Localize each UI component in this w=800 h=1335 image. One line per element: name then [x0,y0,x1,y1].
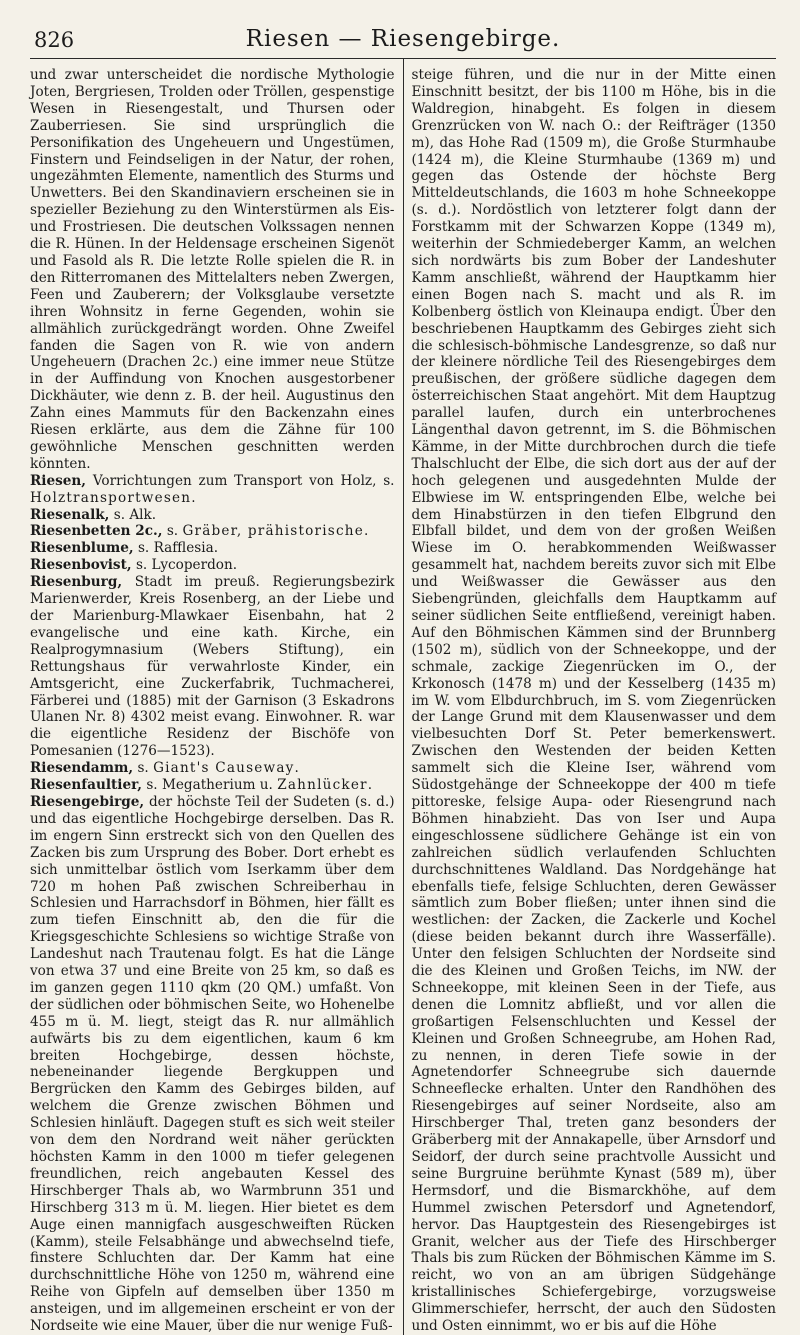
headword: Riesenblume, [30,540,134,557]
entry-text-end: . [294,760,299,777]
page-number: 826 [34,28,75,52]
text-columns [30,67,776,1335]
entry-text: Vorrichtungen zum Transport von Holz, s. [92,472,395,489]
continuation-paragraph: und zwar unterscheidet die nordische Mythologie Joten, Bergriesen, Trolden oder Tröllen, gespenstige Wesen in Riesengestalt, und Thursen oder Zauberriesen. Sie sind ursprünglich die Personifikation des Ungeheuern und Ungestümen, Finstern und Feindseligen in der Natur, der rohen, ungezähmten Elemente, namentlich des Sturms und Unwetters. Bei den Skandinaviern erscheinen sie in spezieller Beziehung zu den Winterstürmen als Eis- und Frostriesen. Die deutschen Volkssagen nennen die R. Hünen. In der Heldensage erscheinen Sigenöt und Fasold als R. Die letzte Rolle spielen die R. in den Ritterromanen des Mittelalters neben Zwergen, Feen und Zauberern; der Volksglaube versetzte ihren Wohnsitz in ferne Gegenden, wohin sie allmählich zurückgedrängt worden. Ohne Zweifel fanden die Sagen von R. wie von andern Ungeheuern (Drachen 2c.) eine immer neue Stütze in der Auffindung von Knochen ausgestorbener Dickhäuter, wie denn z. B. der heil. Augustinus den Zahn eines Mammuts für den Backenzahn eines Riesen erklärte, aus dem die Zähne für 100 gewöhnliche Menschen geschnitten werden könnten. [30,67,395,472]
headword: Riesendamm, [30,760,134,777]
entry-text-end: . [367,777,373,794]
entry-text-end: . [363,523,369,540]
cross-reference: Gräber, prähistorische [182,523,364,540]
entry-riesenalk [30,507,395,524]
entry-text: s. Rafflesia. [137,540,219,557]
headword: Riesenfaultier, [30,777,142,794]
entry-riesenblume [30,540,395,557]
entry-text-end: . [191,489,196,506]
entry-riesenbetten [30,523,395,540]
headword: Riesen, [30,472,87,489]
right-column [404,67,777,1335]
entry-text: s. [137,760,154,777]
entry-riesenfaultier [30,777,395,794]
left-column [30,67,403,1335]
entry-riesen [30,473,395,507]
headword: Riesenbovist, [30,557,132,574]
entry-riesenbovist [30,557,395,574]
entry-text: s. Alk. [113,506,157,523]
entry-text: s. Megatherium u. [146,777,278,794]
headword: Riesengebirge, [30,793,145,810]
cross-reference: Giant's Causeway [153,760,295,777]
cross-reference: Holztransportwesen [30,489,192,506]
entry-text: Stadt im preuß. Regierungsbezirk Marienwerder, Kreis Rosenberg, an der Liebe und der Marienburg-Mlawkaer Eisenbahn, hat 2 evangelische und eine kath. Kirche, ein Realprogymnasium (Webers Stiftung), ein Rettungshaus für verwahrloste Kinder, ein Amtsgericht, eine Zuckerfabrik, Tuchmacherei, Färberei und (1885) mit der Garnison (3 Eskadrons Ulanen Nr. 8) 4302 meist evang. Einwohner. R. war die eigentliche Residenz der Bischöfe von Pomesanien (1276—1523). [30,574,395,760]
headword: Riesenbetten 2c., [30,523,163,540]
entry-riesenburg [30,574,395,760]
right-column-text: steige führen, und die nur in der Mitte einen Einschnitt besitzt, der bis 1100 m Höhe, bis in die Waldregion, hinabgeht. Es folgen in diesem Grenzrücken von W. nach O.: der Reifträger (1350 m), das Hohe Rad (1509 m), die Große Sturmhaube (1424 m), die Kleine Sturmhaube (1369 m) und gegen das Ostende der höchste Berg Mitteldeutschlands, die 1603 m hohe Schneekoppe (s. d.). Nordöstlich von letzterer folgt dann der Forstkamm mit der Schwarzen Koppe (1349 m), weiterhin der Schmiedeberger Kamm, an welchen sich nordwärts bis zum Bober der Landeshuter Kamm anschließt, während der Hauptkamm hier einen Bogen nach S. macht und als R. im Kolbenberg östlich von Kleinaupa endigt. Über den beschriebenen Hauptkamm des Gebirges zieht sich die schlesisch-böhmische Landesgrenze, so daß nur der kleinere nördliche Teil des Riesengebirges dem preußischen, der größere südliche dagegen dem österreichischen Staat angehört. Mit dem Hauptzug parallel laufen, durch ein unterbrochenes Längenthal davon getrennt, im S. die Böhmischen Kämme, in der Mitte durchbrochen durch die tiefe Thalschlucht der Elbe, die sich dort aus der auf der hoch gelegenen und ausgedehnten Mulde der Elbwiese im W. entspringenden Elbe, welche bei dem Hinabstürzen in den tiefen Elbgrund den Elbfall bildet, und dem von der großen Weißen Wiese im O. herabkommenden Weißwasser gesammelt hat, nachdem bereits zuvor sich mit Elbe und Weißwasser die Gewässer aus den Siebengründen, gleichfalls dem Hauptkamm auf seiner südlichen Seite entfließend, vereinigt haben. Auf den Böhmischen Kämmen sind der Brunnberg (1502 m), südlich von der Schneekoppe, und der schmale, zackige Ziegenrücken im O., der Krkonosch (1478 m) und der Kesselberg (1435 m) im W. vom Elbdurchbruch, im S. vom Ziegenrücken der Lange Grund mit dem Klausenwasser und dem vielbesuchten Dorf St. Peter bemerkenswert. Zwischen den Westenden der beiden Ketten sammelt sich die Kleine Iser, während vom Südostgehänge der Schneekoppe der 400 m tiefe pittoreske, felsige Aupa- oder Riesengrund nach Böhmen hinabzieht. Das von Iser und Aupa eingeschlossene südlichere Gehänge ist ein von zahlreichen südlich verlaufenden Schluchten durchschnittenes Waldland. Das Nordgehänge hat ebenfalls tiefe, felsige Schluchten, deren Gewässer sämtlich zum Bober fließen; unter ihnen sind die westlichen: der Zacken, die Zackerle und Kochel (diese beiden bekannt durch ihre Wasserfälle). Unter den felsigen Schluchten der Nordseite sind die des Kleinen und Großen Teichs, im NW. der Schneekoppe, mit kleinen Seen in der Tiefe, aus denen die Lomnitz abfließt, und vor allen die großartigen Felsenschluchten und Kessel der Kleinen und Großen Schneegrube, am Hohen Rad, zu nennen, in deren Tiefe sowie in der Agnetendorfer Schneegrube sich dauernde Schneeflecke erhalten. Unter den Randhöhen des Riesengebirges auf seiner Nordseite, also am Hirschberger Thal, treten ganz besonders der Gräberberg mit der Annakapelle, über Arnsdorf und Seidorf, der durch seine prachtvolle Aussicht und seine Burgruine berühmte Kynast (589 m), über Hermsdorf, und die Bismarckhöhe, auf dem Hummel zwischen Petersdorf und Agnetendorf, hervor. Das Hauptgestein des Riesengebirges ist Granit, welcher aus der Tiefe des Hirschberger Thals bis zum Rücken der Böhmischen Kämme im S. reicht, wo von an am übrigen Südgehänge kristallinisches Schiefergebirge, vorzugsweise Glimmerschiefer, herrscht, der auch den Südosten und Osten einnimmt, wo er bis auf die Höhe [411,67,776,1335]
entry-riesengebirge [30,794,395,1335]
page-header [30,22,776,59]
headword: Riesenburg, [30,574,123,591]
entry-text: s. [166,523,183,540]
entry-text: der höchste Teil der Sudeten (s. d.) und das eigentliche Hochgebirge derselben. Das R. im engern Sinn erstreckt sich von den Quellen des Zacken bis zum Ursprung des Bober. Dort erhebt es sich unmittelbar östlich vom Iserkamm über dem 720 m hohen Paß zwischen Schreiberhau in Schlesien und Harrachsdorf in Böhmen, hier fällt es zum tiefen Einschnitt ab, den die für die Kriegsgeschichte Schlesiens so wichtige Straße von Landeshut nach Trautenau folgt. Es hat die Länge von etwa 37 und eine Breite von 25 km, so daß es im ganzen gegen 1110 qkm (20 QM.) umfaßt. Von der südlichen oder böhmischen Seite, wo Hohenelbe 455 m ü. M. liegt, steigt das R. nur allmählich aufwärts bis zu dem eigentlichen, kaum 6 km breiten Hochgebirge, dessen höchste, nebeneinander liegende Bergkuppen und Bergrücken den Kamm des Gebirges bilden, auf welchem die Grenze zwischen Böhmen und Schlesien hinläuft. Dagegen stuft es sich weit steiler von dem den Nordrand weit näher gerückten höchsten Kamm in den 1000 m tiefer gelegenen freundlichen, reich angebauten Kessel des Hirschberger Thals ab, wo Warmbrunn 351 und Hirschberg 313 m ü. M. liegen. Hier bietet es dem Auge einen mannigfach ausgeschweiften Rücken (Kamm), steile Felsabhänge und abwechselnd tiefe, finstere Schluchten dar. Der Kamm hat eine durchschnittliche Höhe von 1250 m, während eine Reihe von Gipfeln auf demselben über 1350 m ansteigen, und im allgemeinen erscheint er von der Nordseite wie eine Mauer, über die nur wenige Fuß- [30,793,395,1335]
entry-riesendamm [30,760,395,777]
headword: Riesenalk, [30,506,110,523]
cross-reference: Zahnlücker [277,777,368,794]
entry-text: s. Lycoperdon. [135,557,238,574]
running-head: Riesen — Riesengebirge. [245,26,561,52]
